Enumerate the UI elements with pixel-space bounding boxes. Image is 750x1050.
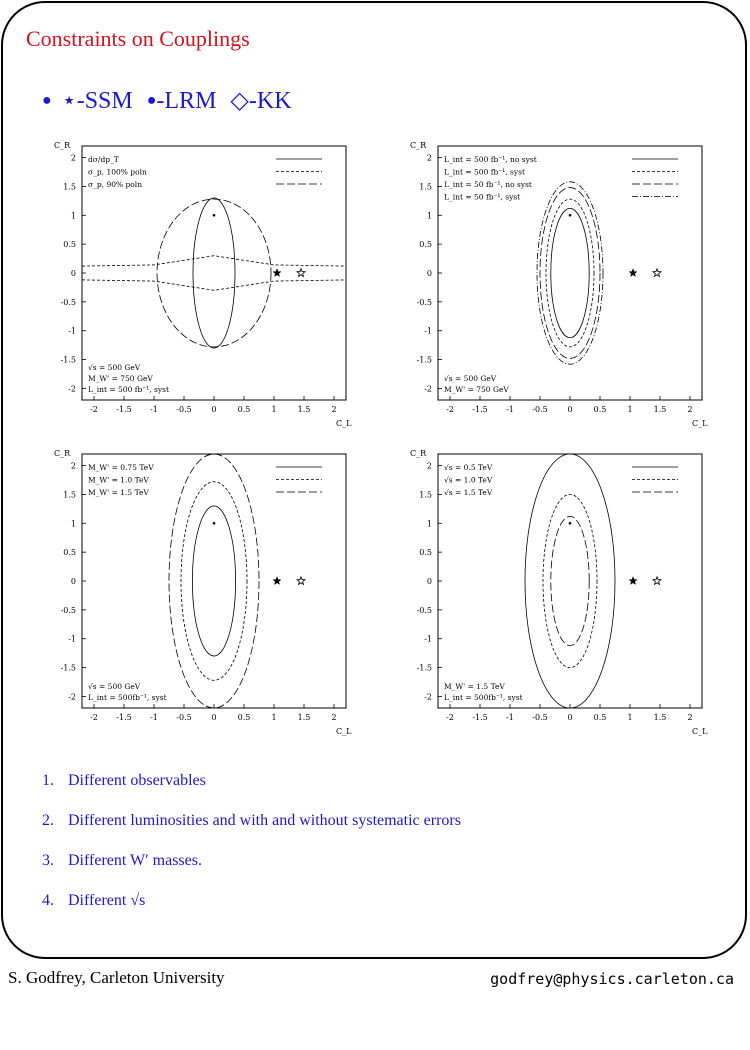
y-tick-label: -1 (424, 634, 432, 644)
kk-star-point (653, 269, 661, 277)
legend-bullet: ● (42, 92, 52, 109)
legend-entry: √s = 0.5 TeV (444, 463, 493, 472)
star-icon: ⋆ (61, 88, 77, 114)
x-tick-label: 2 (331, 405, 337, 414)
x-tick-label: -1.5 (472, 713, 488, 722)
model-legend (42, 86, 300, 115)
x-tick-label: -1 (150, 405, 158, 414)
x-tick-label: 1 (627, 713, 633, 722)
y-tick-label: -2 (424, 692, 432, 702)
y-tick-label: 1 (426, 519, 432, 529)
x-tick-label: 2 (331, 713, 337, 722)
x-axis-label: C_L (692, 727, 708, 736)
series-curve (193, 198, 235, 348)
series-curve (551, 208, 589, 337)
legend-entry: M_W' = 1.5 TeV (88, 488, 149, 497)
series-curve (192, 506, 235, 656)
series-curve (169, 454, 259, 708)
y-tick-label: 2 (426, 461, 432, 471)
y-tick-label: -2 (424, 384, 432, 394)
ssm-star-point (273, 577, 281, 585)
plot-observables (40, 136, 350, 436)
ssm-star-point (273, 269, 281, 277)
lrm-point (569, 214, 572, 217)
plot-canvas (396, 444, 706, 744)
legend-entry: σ_p, 90% poln (88, 180, 143, 189)
y-tick-label: 0 (70, 269, 76, 278)
summary-list (42, 772, 461, 932)
legend-entry: L_int = 500 fb⁻¹, no syst (444, 155, 537, 164)
series-curve (546, 199, 594, 347)
series-curve (537, 182, 603, 364)
x-tick-label: -1.5 (472, 405, 488, 414)
x-tick-label: -2 (446, 713, 454, 722)
y-tick-label: -0.5 (60, 297, 76, 307)
x-tick-label: 1 (627, 405, 633, 414)
legend-entry: σ_p, 100% poln (88, 167, 147, 177)
slide-title: Constraints on Couplings (26, 26, 250, 51)
y-axis-label: C_R (54, 449, 71, 458)
x-tick-label: -0.5 (176, 405, 192, 414)
lrm-point (213, 522, 216, 525)
y-tick-label: 2 (426, 153, 432, 163)
legend-lrm: ●-LRM (146, 88, 217, 114)
plot-annotation: M_W' = 750 GeV (444, 385, 509, 394)
y-tick-label: -0.5 (416, 605, 432, 615)
list-item: 1. Different observables (42, 772, 206, 789)
series-curve (181, 482, 247, 681)
plot-canvas (396, 136, 706, 436)
x-tick-label: 1 (271, 713, 277, 722)
y-tick-label: 0.5 (63, 548, 76, 558)
x-tick-label: -2 (90, 405, 98, 414)
plot-annotation: √s = 500 GeV (444, 374, 497, 383)
plot-annotation: M_W' = 750 GeV (88, 374, 153, 383)
plot-annotation: √s = 500 GeV (88, 363, 141, 372)
x-tick-label: 2 (687, 713, 693, 722)
legend-entry: L_int = 50 fb⁻¹, syst (444, 192, 521, 202)
plot-annotation: L_int = 500fb⁻¹, syst (88, 693, 167, 702)
x-axis-label: C_L (336, 419, 352, 428)
x-tick-label: -0.5 (176, 713, 192, 722)
y-tick-label: 1.5 (419, 182, 432, 192)
legend-entry: L_int = 500 fb⁻¹, syst (444, 167, 525, 177)
x-tick-label: -2 (446, 405, 454, 414)
legend-ssm: ⋆-SSM (61, 88, 133, 114)
legend-entry: M_W' = 1.0 TeV (88, 475, 149, 485)
y-axis-label: C_R (410, 449, 427, 458)
y-tick-label: -0.5 (60, 605, 76, 615)
y-tick-label: 0 (70, 577, 76, 586)
y-tick-label: 1.5 (63, 490, 76, 500)
x-tick-label: 0 (211, 713, 217, 722)
x-tick-label: -2 (90, 713, 98, 722)
y-tick-label: -1.5 (416, 663, 432, 673)
legend-entry: √s = 1.5 TeV (444, 488, 493, 497)
y-tick-label: 1 (70, 519, 76, 529)
list-item: 2. Different luminosities and with and without systematic errors (42, 812, 461, 829)
x-tick-label: 2 (687, 405, 693, 414)
dot-icon: ● (146, 92, 157, 109)
footer-author: S. Godfrey, Carleton University (8, 968, 225, 987)
x-tick-label: 1 (271, 405, 277, 414)
y-tick-label: 0.5 (419, 548, 432, 558)
series-curve (540, 188, 600, 359)
y-tick-label: 2 (70, 153, 76, 163)
y-tick-label: 0 (426, 577, 432, 586)
x-tick-label: 1.5 (297, 405, 311, 414)
legend-kk: ◇-KK (230, 88, 292, 114)
plot-annotation: √s = 500 GeV (88, 682, 141, 691)
y-tick-label: -0.5 (416, 297, 432, 307)
y-tick-label: -1 (68, 326, 76, 336)
x-tick-label: -1.5 (116, 405, 132, 414)
plot-canvas (40, 444, 350, 744)
x-tick-label: -1 (150, 713, 158, 722)
x-tick-label: 0 (211, 405, 217, 414)
plot-annotation: M_W' = 1.5 TeV (444, 682, 505, 691)
y-tick-label: -2 (68, 692, 76, 702)
y-tick-label: 0 (426, 269, 432, 278)
y-tick-label: 1.5 (63, 182, 76, 192)
x-tick-label: 1.5 (297, 713, 311, 722)
series-curve (82, 256, 346, 291)
x-tick-label: 1.5 (653, 713, 667, 722)
x-tick-label: 1.5 (653, 405, 667, 414)
x-tick-label: 0 (567, 405, 573, 414)
series-curve (157, 199, 271, 347)
y-tick-label: -1 (424, 326, 432, 336)
plot-canvas (40, 136, 350, 436)
y-tick-label: 0.5 (419, 240, 432, 250)
y-tick-label: 1 (426, 211, 432, 221)
diamond-icon: ◇ (230, 88, 249, 114)
lrm-point (569, 522, 572, 525)
x-tick-label: 0 (567, 713, 573, 722)
series-curve (551, 516, 589, 645)
y-axis-label: C_R (410, 141, 427, 150)
x-tick-label: -1 (506, 713, 514, 722)
legend-entry: √s = 1.0 TeV (444, 475, 493, 485)
y-tick-label: 2 (70, 461, 76, 471)
plot-masses (40, 444, 350, 744)
y-axis-label: C_R (54, 141, 71, 150)
ssm-star-point (629, 269, 637, 277)
lrm-point (213, 214, 216, 217)
y-tick-label: -1.5 (60, 663, 76, 673)
y-tick-label: -1 (68, 634, 76, 644)
kk-star-point (297, 269, 305, 277)
y-tick-label: 1.5 (419, 490, 432, 500)
y-tick-label: -2 (68, 384, 76, 394)
plot-energies (396, 444, 706, 744)
legend-entry: L_int = 50 fb⁻¹, no syst (444, 180, 532, 189)
x-tick-label: -0.5 (532, 405, 548, 414)
list-item: 4. Different √s (42, 892, 146, 909)
x-tick-label: -0.5 (532, 713, 548, 722)
plot-annotation: L_int = 500fb⁻¹, syst (444, 693, 523, 702)
x-tick-label: 0.5 (593, 405, 607, 414)
series-curve (525, 454, 615, 708)
x-tick-label: 0.5 (237, 713, 251, 722)
x-tick-label: 0.5 (593, 713, 607, 722)
plot-annotation: L_int = 500 fb⁻¹, syst (88, 385, 169, 394)
y-tick-label: -1.5 (416, 355, 432, 365)
x-tick-label: -1 (506, 405, 514, 414)
ssm-star-point (629, 577, 637, 585)
y-tick-label: 1 (70, 211, 76, 221)
x-axis-label: C_L (336, 727, 352, 736)
x-tick-label: -1.5 (116, 713, 132, 722)
x-axis-label: C_L (692, 419, 708, 428)
legend-entry: M_W' = 0.75 TeV (88, 463, 154, 472)
legend-entry: dσ/dp_T (88, 155, 119, 164)
kk-star-point (297, 577, 305, 585)
kk-star-point (653, 577, 661, 585)
plot-luminosities (396, 136, 706, 436)
y-tick-label: 0.5 (63, 240, 76, 250)
y-tick-label: -1.5 (60, 355, 76, 365)
x-tick-label: 0.5 (237, 405, 251, 414)
list-item: 3. Different W′ masses. (42, 852, 202, 869)
footer-email[interactable]: godfrey@physics.carleton.ca (490, 970, 734, 988)
